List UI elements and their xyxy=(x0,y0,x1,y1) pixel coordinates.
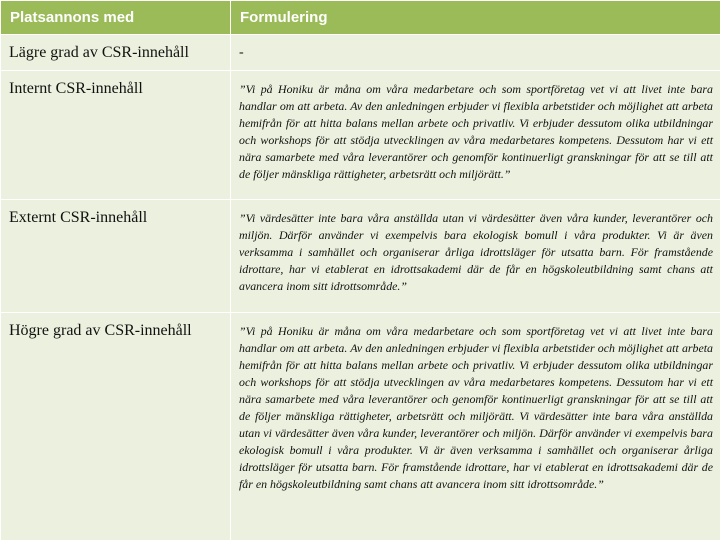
row-label-external-csr: Externt CSR-innehåll xyxy=(1,200,231,313)
row-text-lower-csr: - xyxy=(231,35,720,71)
row-text-external-csr: ”Vi värdesätter inte bara våra anställda utan vi värdesätter även våra kunder, leverantörer och miljön. Därför använder vi exempelvis bara ekologisk bomull i våra produkter. Vi är även verksamma i samhället och organiserar årliga idrottsläger för utsatta barn. För framstående idrottare, har vi etablerat en idrottsakademi där de får en högskoleutbildning samt chans att avancera inom sitt idrottsområde.” xyxy=(231,200,720,313)
table-row xyxy=(1,35,720,71)
row-text-internal-csr: ”Vi på Honiku är måna om våra medarbetare och som sportföretag vet vi att livet inte bara handlar om att arbeta. Av den anledningen erbjuder vi flexibla arbetstider och möjlighet att arbeta hemifrån för att hitta balans mellan arbete och privatliv. Vi erbjuder dessutom olika utbildningar och workshops för att stödja utvecklingen av våra medarbetares kompetens. Dessutom har vi ett nära samarbete med våra leverantörer och genomför kontinuerligt granskningar för att se till att de följer mänskliga rättigheter, arbetsrätt och miljörätt.” xyxy=(231,71,720,200)
row-label-higher-csr: Högre grad av CSR-innehåll xyxy=(1,313,231,541)
table-row xyxy=(1,313,720,541)
column-header-platsannons: Platsannons med xyxy=(1,1,231,35)
row-label-internal-csr: Internt CSR-innehåll xyxy=(1,71,231,200)
row-label-lower-csr: Lägre grad av CSR-innehåll xyxy=(1,35,231,71)
row-text-higher-csr: ”Vi på Honiku är måna om våra medarbetare och som sportföretag vet vi att livet inte bara handlar om att arbeta. Av den anledningen erbjuder vi flexibla arbetstider och möjlighet att arbeta hemifrån för att hitta balans mellan arbete och privatliv. Vi erbjuder dessutom olika utbildningar och workshops för att stödja utvecklingen av våra medarbetares kompetens. Dessutom har vi ett nära samarbete med våra leverantörer och genomför kontinuerligt granskningar för att se till att de följer mänskliga rättigheter, arbetsrätt och miljörätt. Vi värdesätter inte bara våra anställda utan vi värdesätter även våra kunder, leverantörer och miljön. Därför använder vi exempelvis bara ekologisk bomull i våra produkter. Vi är även verksamma i samhället och organiserar årliga idrottsläger för utsatta barn. För framstående idrottare, har vi etablerat en idrottsakademi där de får en högskoleutbildning samt chans att avancera inom sitt idrottsområde.” xyxy=(231,313,720,541)
table-row xyxy=(1,71,720,200)
table-header-row xyxy=(1,1,720,35)
column-header-formulering: Formulering xyxy=(231,1,720,35)
table-row xyxy=(1,200,720,313)
